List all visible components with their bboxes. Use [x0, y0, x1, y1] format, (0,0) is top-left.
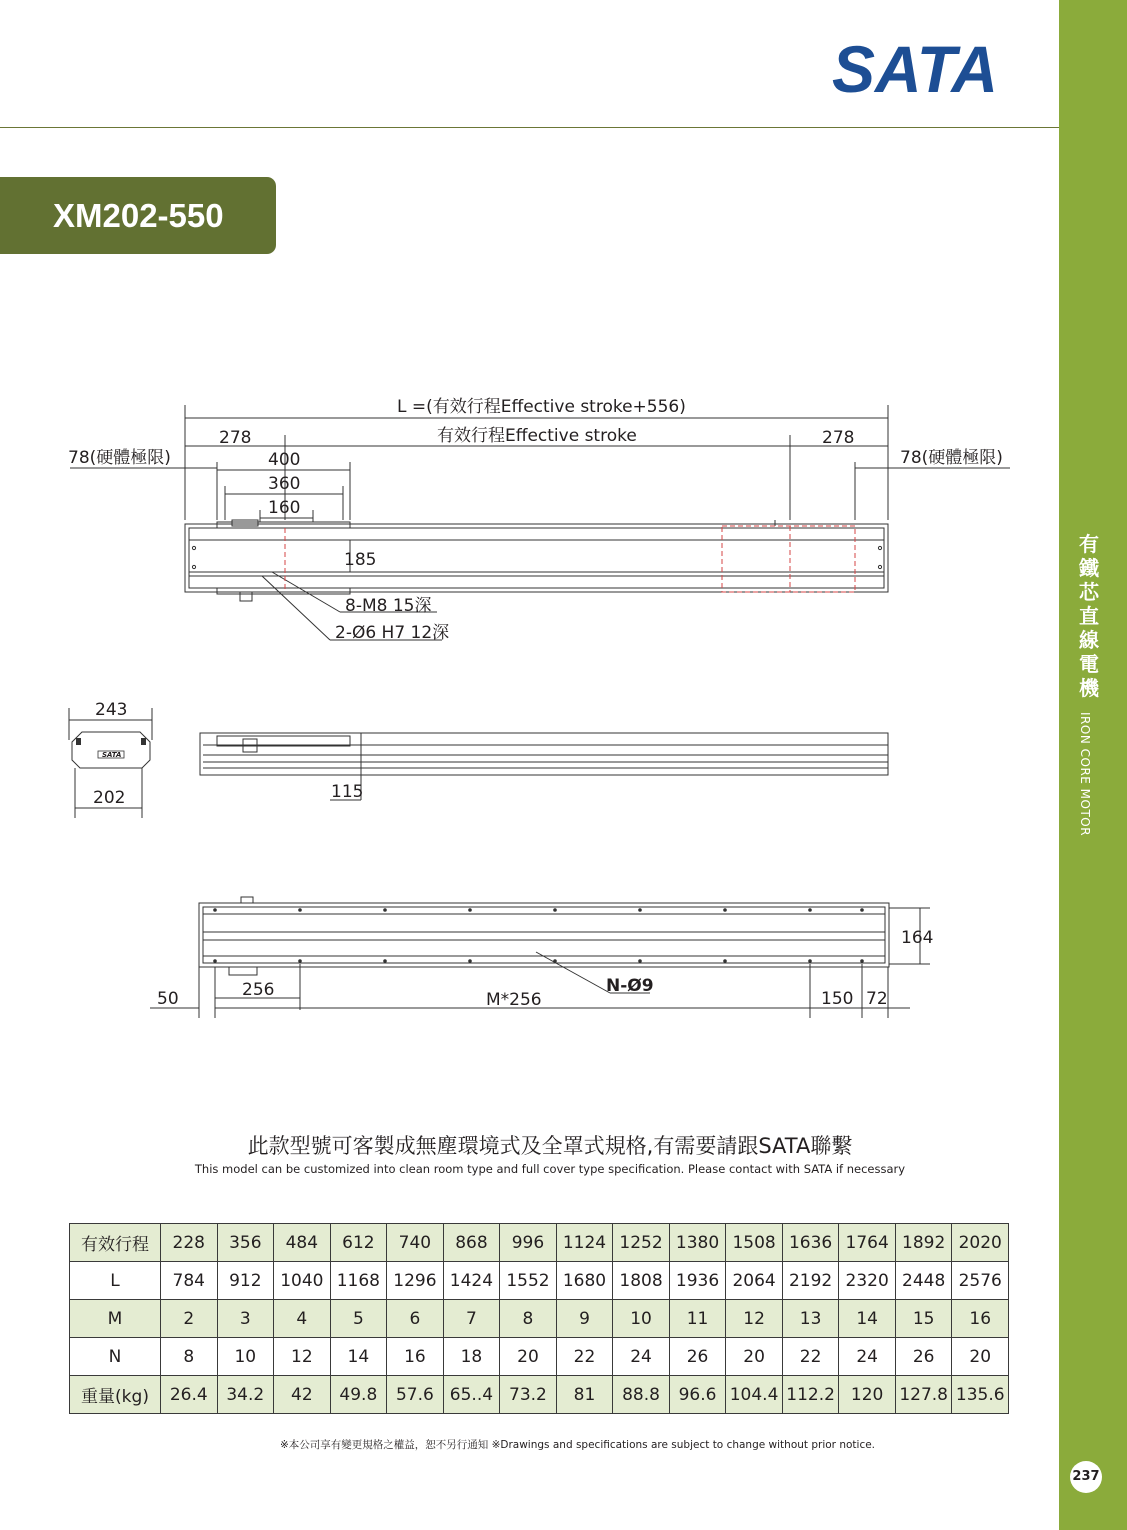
- table-cell: 88.8: [613, 1376, 670, 1414]
- dim-360: 360: [268, 474, 301, 494]
- table-cell: 12: [726, 1300, 783, 1338]
- table-cell: 784: [161, 1262, 218, 1300]
- custom-note-cn: 此款型號可客製成無塵環境式及全罩式規格,有需要請跟SATA聯繫: [247, 1134, 853, 1158]
- dim-185: 185: [344, 550, 377, 570]
- table-cell: 8: [500, 1300, 557, 1338]
- table-cell: 22: [782, 1338, 839, 1376]
- table-cell: 81: [556, 1376, 613, 1414]
- hard-limit-right: 78(硬體極限): [900, 448, 1003, 468]
- table-cell: 42: [274, 1376, 331, 1414]
- side-view-drawing: [69, 708, 888, 818]
- table-cell: 8: [161, 1338, 218, 1376]
- hard-limit-left: 78(硬體極限): [68, 448, 171, 468]
- table-cell: 135.6: [952, 1376, 1009, 1414]
- table-cell: 24: [839, 1338, 896, 1376]
- table-cell: 20: [500, 1338, 557, 1376]
- table-cell: 1936: [669, 1262, 726, 1300]
- dim-50: 50: [157, 989, 179, 1009]
- table-cell: 1424: [443, 1262, 500, 1300]
- table-cell: 16: [387, 1338, 444, 1376]
- table-cell: 2020: [952, 1224, 1009, 1262]
- table-row: [70, 1300, 1009, 1338]
- table-cell: 996: [500, 1224, 557, 1262]
- table-cell: 1680: [556, 1262, 613, 1300]
- dim-243: 243: [95, 700, 128, 720]
- table-cell: 1380: [669, 1224, 726, 1262]
- table-cell: 12: [274, 1338, 331, 1376]
- holes-label: N-Ø9: [606, 976, 654, 996]
- table-cell: 3: [217, 1300, 274, 1338]
- table-cell: 73.2: [500, 1376, 557, 1414]
- table-cell: 912: [217, 1262, 274, 1300]
- table-cell: 1892: [895, 1224, 952, 1262]
- table-cell: 96.6: [669, 1376, 726, 1414]
- table-cell: 1040: [274, 1262, 331, 1300]
- table-cell: 356: [217, 1224, 274, 1262]
- row-label: L: [70, 1262, 161, 1300]
- sata-logo-text: SATA: [832, 34, 998, 100]
- dim-115: 115: [331, 782, 364, 802]
- spec-table: [69, 1223, 1009, 1414]
- table-cell: 484: [274, 1224, 331, 1262]
- side-view-end-logo: SATA: [102, 751, 122, 759]
- stroke-label: 有效行程Effective stroke: [437, 426, 637, 446]
- table-row: [70, 1224, 1009, 1262]
- table-cell: 127.8: [895, 1376, 952, 1414]
- side-title-en: IRON CORE MOTOR: [1078, 712, 1092, 837]
- dim-160: 160: [268, 498, 301, 518]
- table-cell: 1124: [556, 1224, 613, 1262]
- table-cell: 34.2: [217, 1376, 274, 1414]
- table-cell: 2192: [782, 1262, 839, 1300]
- callout-pin: 2-Ø6 H7 12深: [335, 623, 450, 643]
- table-row: [70, 1262, 1009, 1300]
- dim-202: 202: [93, 788, 126, 808]
- table-cell: 1636: [782, 1224, 839, 1262]
- table-cell: 13: [782, 1300, 839, 1338]
- dim-72: 72: [866, 989, 888, 1009]
- table-cell: 16: [952, 1300, 1009, 1338]
- length-label: L =(有效行程Effective stroke+556): [397, 397, 686, 417]
- table-cell: 57.6: [387, 1376, 444, 1414]
- table-cell: 868: [443, 1224, 500, 1262]
- dim-278-left: 278: [219, 428, 252, 448]
- table-cell: 104.4: [726, 1376, 783, 1414]
- table-cell: 65..4: [443, 1376, 500, 1414]
- table-cell: 26.4: [161, 1376, 218, 1414]
- table-cell: 2064: [726, 1262, 783, 1300]
- dim-150: 150: [821, 989, 854, 1009]
- table-cell: 14: [839, 1300, 896, 1338]
- table-cell: 1252: [613, 1224, 670, 1262]
- side-title-cn: 有鐵芯直線電機: [1079, 532, 1099, 700]
- table-cell: 22: [556, 1338, 613, 1376]
- table-cell: 10: [217, 1338, 274, 1376]
- row-label: N: [70, 1338, 161, 1376]
- footer-disclaimer: ※本公司享有變更規格之權益，恕不另行通知 ※Drawings and specifications are subject to change without prior notice.: [279, 1439, 876, 1451]
- table-cell: 10: [613, 1300, 670, 1338]
- table-cell: 9: [556, 1300, 613, 1338]
- row-label: 有效行程: [70, 1224, 161, 1262]
- table-cell: 6: [387, 1300, 444, 1338]
- table-cell: 2: [161, 1300, 218, 1338]
- table-cell: 1552: [500, 1262, 557, 1300]
- table-cell: 24: [613, 1338, 670, 1376]
- table-row: [70, 1338, 1009, 1376]
- table-cell: 5: [330, 1300, 387, 1338]
- table-row: [70, 1376, 1009, 1414]
- side-bar: [1059, 0, 1127, 1530]
- table-cell: 26: [895, 1338, 952, 1376]
- table-cell: 1764: [839, 1224, 896, 1262]
- table-cell: 2576: [952, 1262, 1009, 1300]
- dim-278-right: 278: [822, 428, 855, 448]
- bottom-view-holes: [213, 908, 864, 963]
- custom-note-en: This model can be customized into clean room type and full cover type specification. Please contact with SATA if necessary: [194, 1162, 906, 1176]
- table-cell: 1508: [726, 1224, 783, 1262]
- table-cell: 11: [669, 1300, 726, 1338]
- dim-400: 400: [268, 450, 301, 470]
- table-cell: 740: [387, 1224, 444, 1262]
- page-number: 237: [1070, 1461, 1102, 1493]
- table-cell: 612: [330, 1224, 387, 1262]
- table-cell: 20: [726, 1338, 783, 1376]
- table-cell: 2320: [839, 1262, 896, 1300]
- row-label: 重量(kg): [70, 1376, 161, 1414]
- row-label: M: [70, 1300, 161, 1338]
- table-cell: 14: [330, 1338, 387, 1376]
- dim-164: 164: [901, 928, 934, 948]
- pitch-label: M*256: [486, 990, 542, 1010]
- table-cell: 4: [274, 1300, 331, 1338]
- table-cell: 228: [161, 1224, 218, 1262]
- table-cell: 18: [443, 1338, 500, 1376]
- model-title: XM202-550: [0, 177, 276, 254]
- callout-m8: 8-M8 15深: [345, 596, 432, 616]
- table-cell: 26: [669, 1338, 726, 1376]
- dim-256: 256: [242, 980, 275, 1000]
- table-cell: 1296: [387, 1262, 444, 1300]
- table-cell: 20: [952, 1338, 1009, 1376]
- table-cell: 112.2: [782, 1376, 839, 1414]
- table-cell: 1168: [330, 1262, 387, 1300]
- table-cell: 1808: [613, 1262, 670, 1300]
- table-cell: 120: [839, 1376, 896, 1414]
- table-cell: 15: [895, 1300, 952, 1338]
- table-cell: 49.8: [330, 1376, 387, 1414]
- table-cell: 2448: [895, 1262, 952, 1300]
- table-cell: 7: [443, 1300, 500, 1338]
